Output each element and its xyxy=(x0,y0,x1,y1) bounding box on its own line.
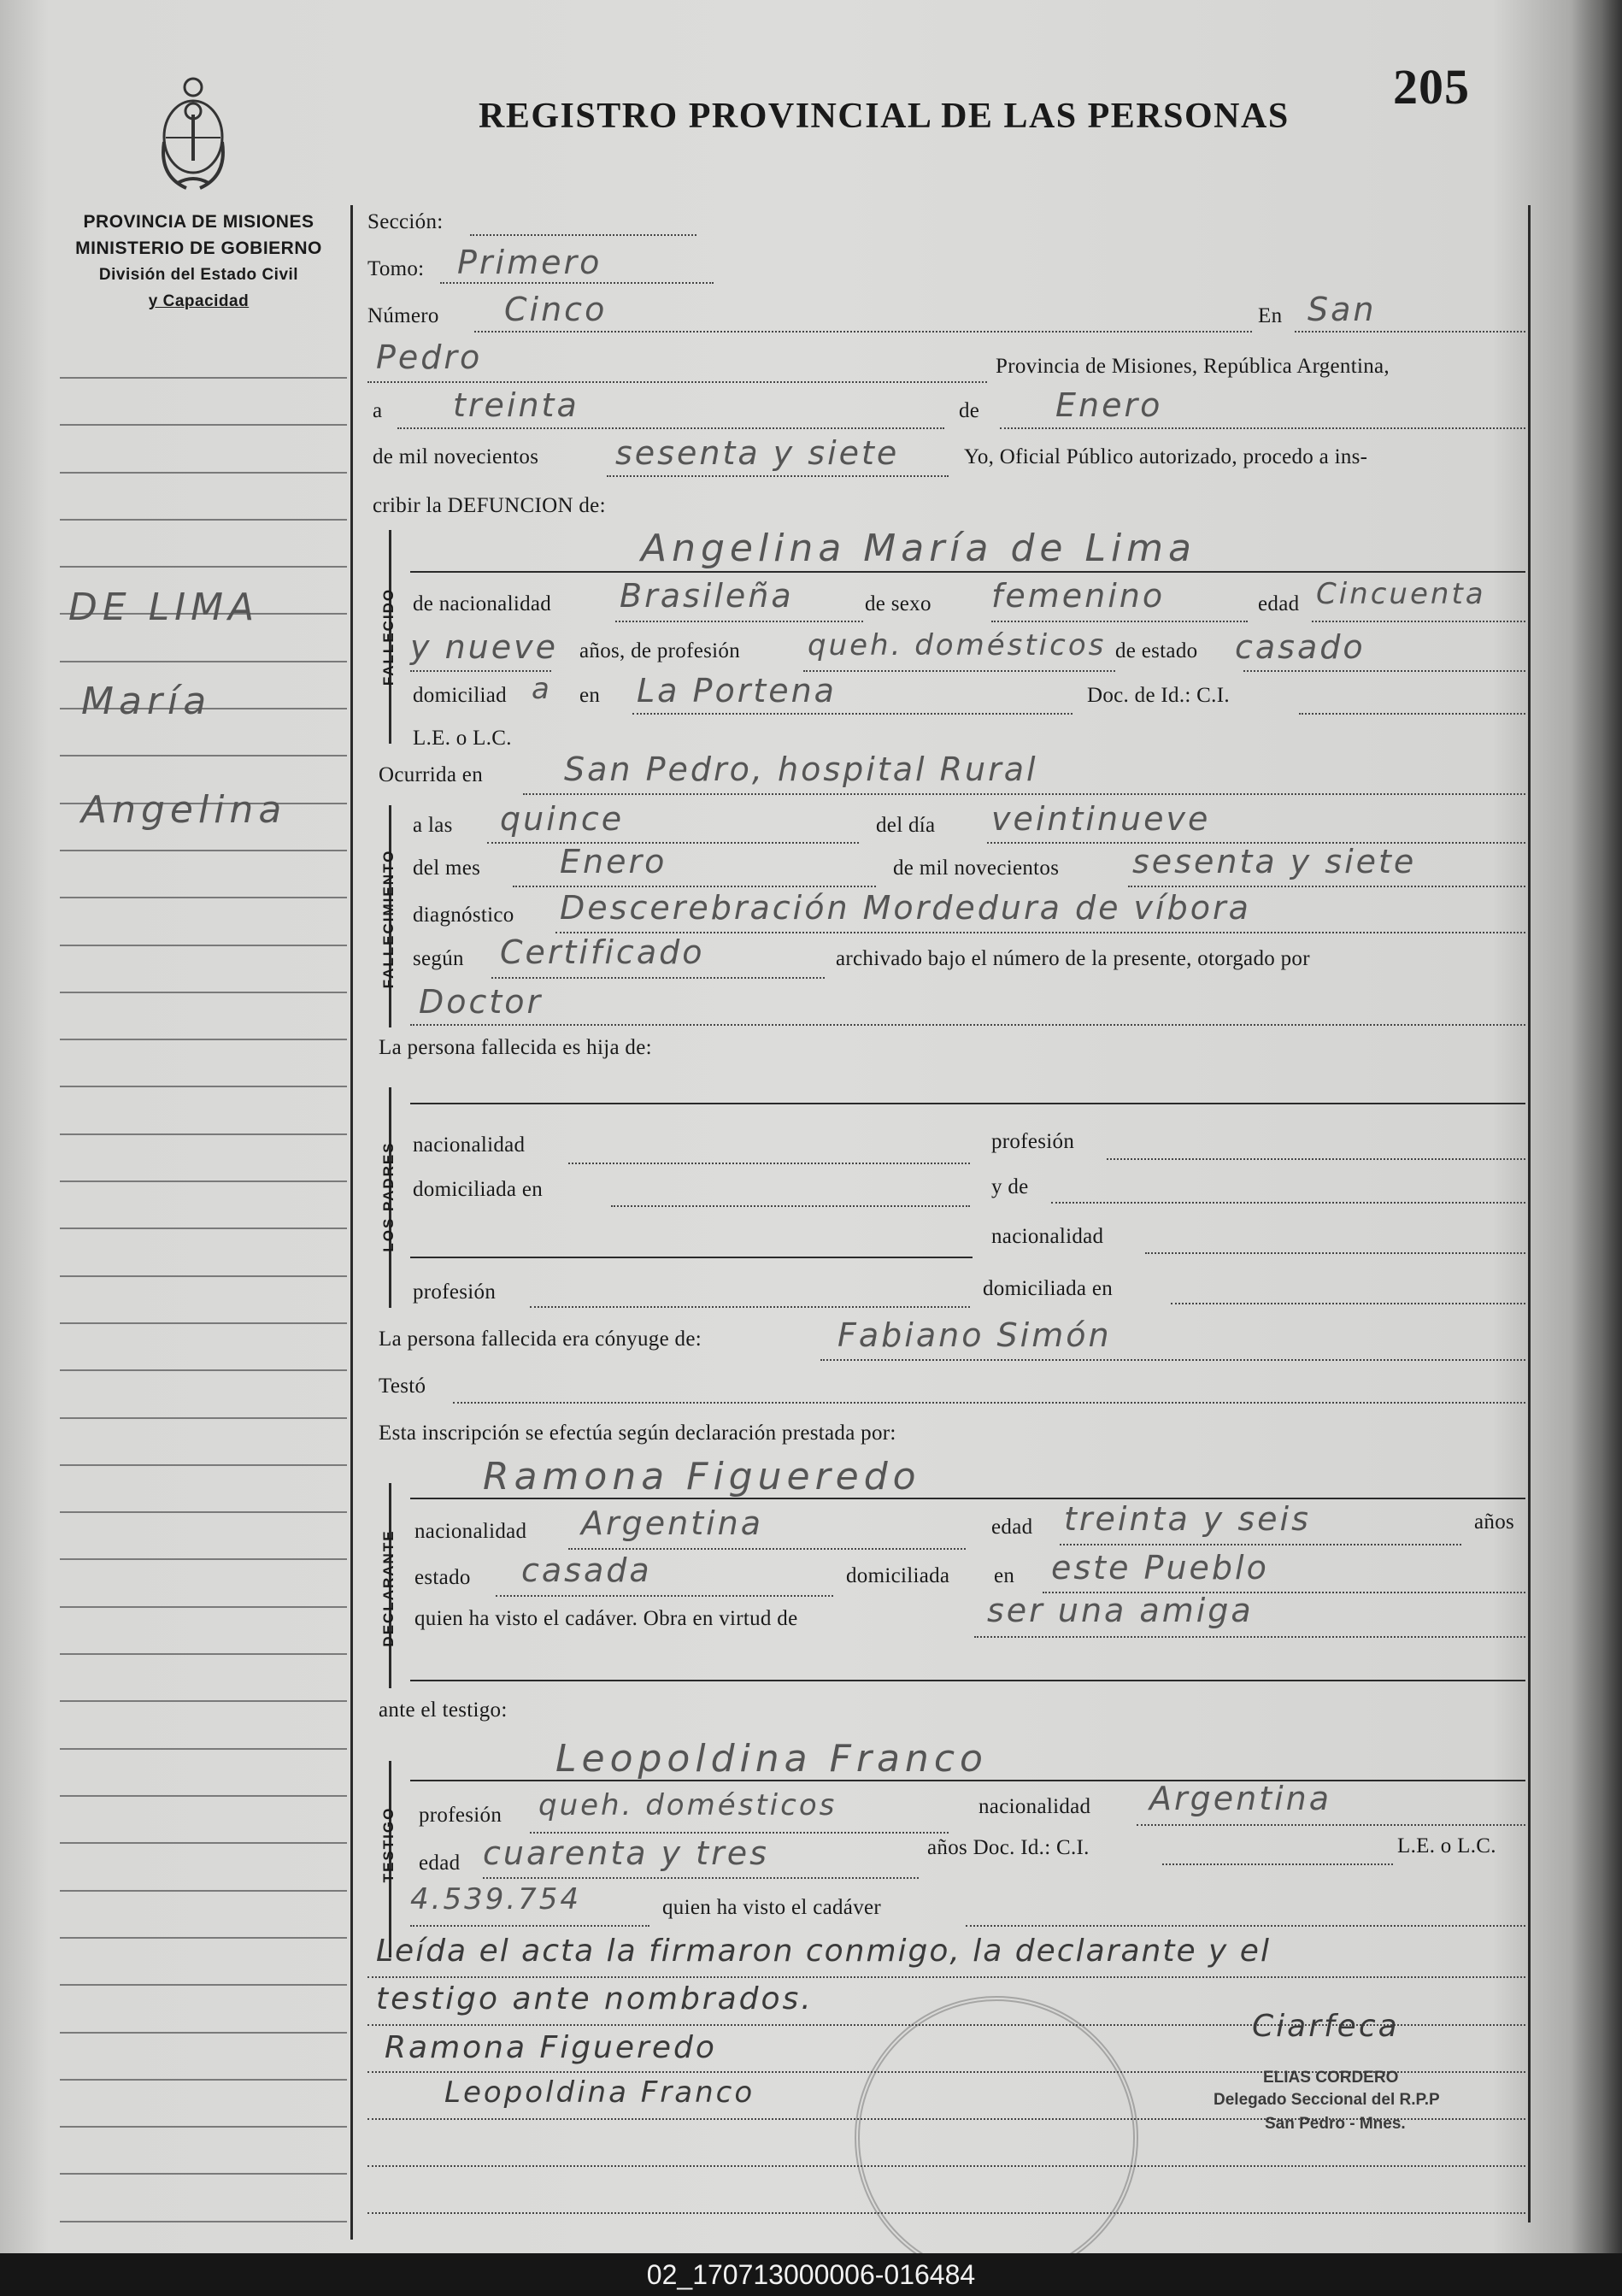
label-domiciliada-madre: domiciliada en xyxy=(983,1277,1114,1300)
line-lugar xyxy=(367,381,987,383)
hand-nacionalidad: Brasileña xyxy=(620,577,794,615)
label-provincia: Provincia de Misiones, República Argentina, xyxy=(996,355,1390,378)
hand-numero: Cinco xyxy=(504,291,608,328)
line-ocurrida xyxy=(523,793,1525,795)
line-decl-virtud xyxy=(974,1636,1525,1638)
line-edad xyxy=(1312,621,1525,622)
label-test-quien: quien ha visto el cadáver xyxy=(662,1896,882,1919)
line-test-doc xyxy=(1162,1863,1393,1865)
line-nac-padre xyxy=(568,1163,970,1164)
hand-cierre-2: testigo ante nombrados. xyxy=(376,1981,814,2016)
stamp-line-1: ELIAS CORDERO xyxy=(1263,2069,1399,2087)
label-domiciliada-padre: domiciliada en xyxy=(413,1178,544,1201)
label-profesion-madre: profesión xyxy=(413,1280,497,1304)
line-en xyxy=(1295,331,1525,333)
line-dom-padre-2 xyxy=(410,1257,973,1258)
margin-line xyxy=(60,897,347,898)
label-quien-obra: quien ha visto el cadáver. Obra en virtud de xyxy=(414,1607,798,1630)
margin-line xyxy=(60,1748,347,1750)
margin-line xyxy=(60,1322,347,1324)
line-numero xyxy=(474,331,1252,333)
side-label-fallecimiento: FALLECIMIENTO xyxy=(380,849,397,989)
label-decl-estado: estado xyxy=(414,1566,471,1589)
margin-line xyxy=(60,2126,347,2128)
image-id-footer: 02_170713000006-016484 xyxy=(0,2253,1622,2296)
line-segun xyxy=(491,977,825,979)
margin-line xyxy=(60,1417,347,1419)
hand-firma-oficial: Ciarfeca xyxy=(1252,2009,1400,2044)
hand-segun: Certificado xyxy=(500,933,705,971)
line-test-prof xyxy=(530,1832,949,1834)
hand-diagnostico: Descerebración Mordedura de víbora xyxy=(560,889,1251,927)
line-decl-estado xyxy=(496,1595,833,1597)
line-sexo xyxy=(991,621,1248,622)
label-cribir: cribir la DEFUNCION de: xyxy=(373,494,606,517)
label-decl-nacionalidad: nacionalidad xyxy=(414,1520,527,1543)
line-nombre xyxy=(410,571,1525,573)
margin-line xyxy=(60,1511,347,1513)
hand-anio-f: sesenta y siete xyxy=(1132,843,1417,880)
line-anio-f xyxy=(1128,886,1525,887)
label-yo: Yo, Oficial Público autorizado, procedo a ins- xyxy=(964,445,1368,468)
hand-edad-1: Cincuenta xyxy=(1316,577,1486,611)
hand-dia: treinta xyxy=(453,386,579,424)
line-mes-f xyxy=(513,886,876,887)
page-edge-shadow xyxy=(1571,0,1622,2253)
margin-line xyxy=(60,1133,347,1135)
line-tomo xyxy=(440,282,714,284)
margin-line xyxy=(60,1653,347,1655)
hand-ocurrida: San Pedro, hospital Rural xyxy=(564,751,1038,788)
line-dia xyxy=(397,427,944,429)
margin-line xyxy=(60,519,347,521)
label-decl-anos: años xyxy=(1474,1510,1515,1534)
label-test-le-lc: L.E. o L.C. xyxy=(1397,1834,1496,1857)
line-mes xyxy=(1000,427,1525,429)
line-decl-nac xyxy=(568,1548,966,1550)
margin-line xyxy=(60,1937,347,1939)
hand-sexo: femenino xyxy=(991,577,1166,615)
margin-line xyxy=(60,2079,347,2081)
label-hija: La persona fallecida es hija de: xyxy=(379,1036,652,1059)
label-de: de xyxy=(959,399,980,422)
label-a-las: a las xyxy=(413,814,453,837)
margin-line xyxy=(60,2032,347,2034)
margin-line xyxy=(60,1227,347,1229)
side-label-declarante: DECLARANTE xyxy=(380,1529,397,1647)
label-estado-de: de estado xyxy=(1115,639,1198,662)
label-doc: Doc. de Id.: C.I. xyxy=(1087,684,1230,707)
hand-decl-edad: treinta y seis xyxy=(1064,1500,1311,1538)
side-label-padres: LOS PADRES xyxy=(380,1141,397,1252)
label-ante: ante el testigo: xyxy=(379,1698,508,1722)
line-prof-padre xyxy=(1107,1158,1525,1160)
hand-mes: Enero xyxy=(1055,386,1163,424)
label-en-domicilio: en xyxy=(579,684,601,707)
hand-en: San xyxy=(1308,291,1377,328)
line-domicilio xyxy=(632,713,1073,715)
line-test-quien xyxy=(966,1925,1525,1927)
hand-decl-nac: Argentina xyxy=(581,1504,764,1542)
label-decl-en: en xyxy=(994,1564,1015,1587)
margin-line xyxy=(60,850,347,851)
margin-line xyxy=(60,661,347,662)
margin-line xyxy=(60,1842,347,1844)
line-test-nac xyxy=(1137,1824,1525,1826)
hand-cierre-1: Leída el acta la firmaron conmigo, la declarante y el xyxy=(376,1934,1271,1969)
margin-line xyxy=(60,1369,347,1371)
hand-testigo: Leopoldina Franco xyxy=(555,1737,988,1781)
org-capacity: y Capacidad xyxy=(148,292,250,310)
hand-test-doc: 4.539.754 xyxy=(410,1882,582,1916)
hand-estado: casado xyxy=(1235,628,1366,666)
label-del-mes: del mes xyxy=(413,857,481,880)
line-decl-edad xyxy=(1060,1544,1461,1545)
stamp-line-3: San Pedro - Mnes. xyxy=(1265,2115,1406,2133)
margin-name-1: María xyxy=(81,680,212,723)
margin-line xyxy=(60,945,347,946)
left-column-rule xyxy=(350,205,353,2240)
hand-test-nac: Argentina xyxy=(1149,1780,1332,1817)
org-ministry: MINISTERIO DE GOBIERNO xyxy=(75,238,322,258)
line-conyuge xyxy=(820,1359,1525,1361)
line-dom-padre xyxy=(611,1205,970,1207)
hand-test-prof: queh. domésticos xyxy=(538,1788,837,1822)
label-test-edad: edad xyxy=(419,1852,461,1875)
label-testo: Testó xyxy=(379,1375,426,1398)
margin-line xyxy=(60,1606,347,1608)
line-test-ci xyxy=(410,1925,649,1927)
hand-decl-dom: este Pueblo xyxy=(1051,1549,1269,1587)
label-profesion-padre: profesión xyxy=(991,1130,1075,1153)
label-domiciliad: domiciliad xyxy=(413,684,507,707)
hand-lugar: Pedro xyxy=(376,339,483,376)
line-test-edad xyxy=(483,1877,919,1879)
margin-line xyxy=(60,566,347,568)
label-esta: Esta inscripción se efectúa según declaración prestada por: xyxy=(379,1422,896,1445)
label-numero: Número xyxy=(367,304,439,327)
margin-line xyxy=(60,1890,347,1892)
margin-line xyxy=(60,1558,347,1560)
hand-tomo: Primero xyxy=(457,244,602,281)
line-nacionalidad xyxy=(615,621,863,622)
hand-mes-f: Enero xyxy=(560,843,667,880)
label-y-de: y de xyxy=(991,1175,1029,1198)
line-doc xyxy=(1299,713,1525,715)
label-a: a xyxy=(373,399,383,422)
hand-domicilio: La Portena xyxy=(637,672,837,709)
line-estado xyxy=(1243,670,1525,672)
label-nacionalidad-de: de nacionalidad xyxy=(413,592,552,615)
line-testo xyxy=(453,1402,1525,1404)
org-division: División del Estado Civil xyxy=(98,266,299,284)
line-seccion xyxy=(470,234,696,236)
hand-decl-virtud: ser una amiga xyxy=(987,1592,1254,1629)
margin-line xyxy=(60,1086,347,1087)
margin-line xyxy=(60,1275,347,1277)
label-test-nacionalidad: nacionalidad xyxy=(978,1795,1091,1818)
label-test-anos-doc: años Doc. Id.: C.I. xyxy=(927,1836,1090,1859)
stamp-line-2: Delegado Seccional del R.P.P xyxy=(1214,2091,1440,2109)
line-padre xyxy=(410,1103,1525,1104)
label-archivado: archivado bajo el número de la presente, otorgado por xyxy=(836,947,1310,970)
label-nacionalidad-madre: nacionalidad xyxy=(991,1225,1104,1248)
line-decl-virtud-2 xyxy=(410,1680,1525,1681)
label-en: En xyxy=(1258,304,1283,327)
label-edad: edad xyxy=(1258,592,1300,615)
hand-decl-estado: casada xyxy=(521,1551,652,1589)
hand-test-edad: cuarenta y tres xyxy=(483,1834,769,1872)
label-le-lc: L.E. o L.C. xyxy=(413,727,512,750)
hand-doctor: Doctor xyxy=(419,983,544,1021)
margin-line xyxy=(60,472,347,474)
margin-line xyxy=(60,1700,347,1702)
page-number: 205 xyxy=(1393,59,1470,115)
hand-firma-2: Leopoldina Franco xyxy=(444,2075,755,2110)
hand-firma-1: Ramona Figueredo xyxy=(385,2030,717,2065)
line-doctor xyxy=(410,1024,1525,1026)
hand-profesion: queh. domésticos xyxy=(808,628,1107,662)
hand-declarante: Ramona Figueredo xyxy=(483,1455,921,1498)
org-province: PROVINCIA DE MISIONES xyxy=(83,212,314,232)
label-segun: según xyxy=(413,947,464,970)
line-profesion xyxy=(803,670,1115,672)
hand-sufijo: a xyxy=(532,672,552,706)
label-decl-edad: edad xyxy=(991,1516,1033,1539)
margin-line xyxy=(60,1984,347,1986)
margin-line xyxy=(60,377,347,379)
margin-line xyxy=(60,1464,347,1466)
coat-of-arms-icon xyxy=(152,74,234,197)
line-dom-madre xyxy=(1171,1303,1525,1304)
margin-surname: DE LIMA xyxy=(68,586,260,629)
label-seccion: Sección: xyxy=(367,210,444,233)
margin-line xyxy=(60,1180,347,1182)
label-anos-profesion: años, de profesión xyxy=(579,639,740,662)
label-de-mil-2: de mil novecientos xyxy=(893,857,1060,880)
label-de-mil: de mil novecientos xyxy=(373,445,539,468)
line-madre xyxy=(1051,1202,1525,1204)
margin-line xyxy=(60,755,347,757)
margin-line xyxy=(60,424,347,426)
label-tomo: Tomo: xyxy=(367,257,425,280)
margin-name-2: Angelina xyxy=(81,788,287,832)
label-del-dia: del día xyxy=(876,814,936,837)
label-diagnostico: diagnóstico xyxy=(413,904,514,927)
label-nacionalidad-padre: nacionalidad xyxy=(413,1133,526,1157)
hand-hora: quince xyxy=(500,800,625,838)
label-decl-domiciliada: domiciliada xyxy=(846,1564,950,1587)
side-label-testigo: TESTIGO xyxy=(380,1806,397,1883)
line-anio xyxy=(607,475,949,477)
line-cierre-1 xyxy=(367,1976,1525,1978)
hand-edad-2: y nueve xyxy=(410,628,558,666)
hand-conyuge: Fabiano Simón xyxy=(837,1316,1112,1354)
line-hora xyxy=(487,842,859,844)
hand-anio: sesenta y siete xyxy=(615,434,900,472)
line-edad-2 xyxy=(410,670,551,672)
hand-dia-f: veintinueve xyxy=(991,800,1211,838)
margin-line xyxy=(60,2173,347,2175)
label-sexo: de sexo xyxy=(865,592,931,615)
register-title: REGISTRO PROVINCIAL DE LAS PERSONAS xyxy=(479,97,1290,136)
label-ocurrida: Ocurrida en xyxy=(379,763,483,786)
label-test-profesion: profesión xyxy=(419,1804,502,1827)
line-prof-madre xyxy=(530,1306,970,1308)
margin-line xyxy=(60,1039,347,1040)
side-label-fallecido: FALLECIDO xyxy=(380,587,397,686)
margin-line xyxy=(60,992,347,993)
margin-line xyxy=(60,2221,347,2222)
margin-line xyxy=(60,1795,347,1797)
label-conyuge: La persona fallecida era cónyuge de: xyxy=(379,1328,702,1351)
right-border-rule xyxy=(1528,205,1531,2222)
hand-nombre: Angelina María de Lima xyxy=(641,527,1197,570)
official-round-stamp xyxy=(855,1996,1138,2253)
line-nac-madre xyxy=(1145,1252,1525,1254)
